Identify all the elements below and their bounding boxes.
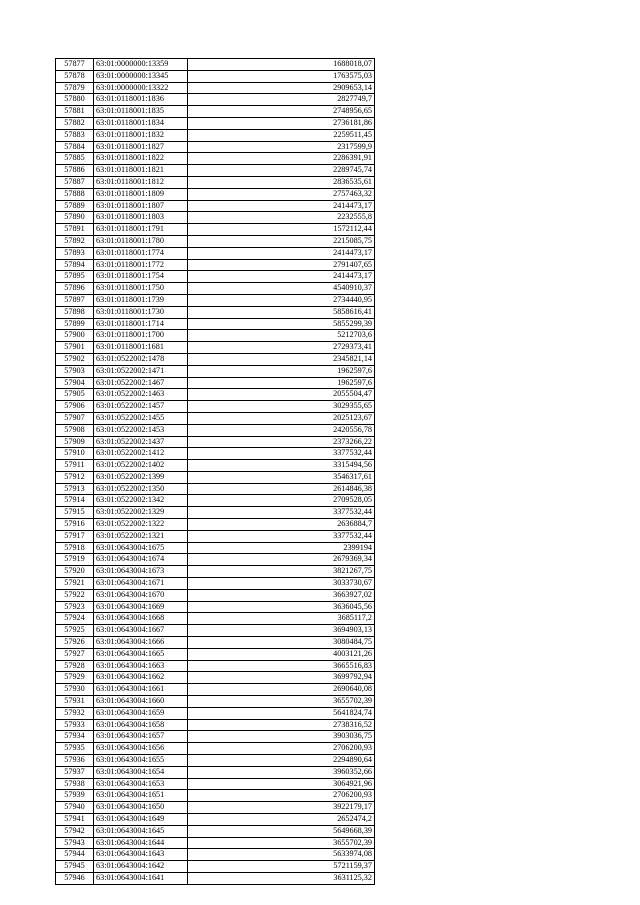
table-row [56,861,375,873]
cadastral-value-cell: 1572112,44 [188,224,375,236]
cadastral-value-cell: 3080484,75 [188,637,375,649]
row-number-cell: 57940 [56,802,94,814]
cadastral-value-cell: 3315494,56 [188,460,375,472]
table-row [56,424,375,436]
cadastral-number-cell: 63:01:0118001:1812 [94,176,188,188]
cadastral-number-cell: 63:01:0522002:1455 [94,412,188,424]
cadastral-value-cell: 3903036,75 [188,731,375,743]
cadastral-value-cell: 2414473,17 [188,247,375,259]
cadastral-number-cell: 63:01:0118001:1821 [94,165,188,177]
cadastral-value-cell: 2294890,64 [188,755,375,767]
cadastral-number-cell: 63:01:0522002:1453 [94,424,188,436]
table-row [56,377,375,389]
cadastral-value-cell: 2679369,34 [188,554,375,566]
cadastral-number-cell: 63:01:0118001:1827 [94,141,188,153]
cadastral-number-cell: 63:01:0522002:1329 [94,507,188,519]
cadastral-value-cell: 3665516,83 [188,660,375,672]
cadastral-value-cell: 2232555,8 [188,212,375,224]
cadastral-value-cell: 5641824,74 [188,707,375,719]
cadastral-value-cell: 2373266,22 [188,436,375,448]
table-row [56,306,375,318]
table-row [56,766,375,778]
cadastral-value-cell: 2748956,65 [188,106,375,118]
cadastral-number-cell: 63:01:0118001:1822 [94,153,188,165]
cadastral-number-cell: 63:01:0522002:1350 [94,483,188,495]
cadastral-number-cell: 63:01:0643004:1673 [94,566,188,578]
row-number-cell: 57929 [56,672,94,684]
cadastral-value-cell: 3699792,94 [188,672,375,684]
cadastral-number-cell: 63:01:0643004:1661 [94,684,188,696]
cadastral-value-cell: 2414473,17 [188,200,375,212]
table-row [56,589,375,601]
cadastral-value-cell: 2709528,05 [188,495,375,507]
cadastral-number-cell: 63:01:0522002:1402 [94,460,188,472]
table-row [56,519,375,531]
cadastral-value-cell: 2729373,41 [188,342,375,354]
row-number-cell: 57879 [56,82,94,94]
cadastral-value-cell: 1962597,6 [188,365,375,377]
row-number-cell: 57902 [56,353,94,365]
cadastral-number-cell: 63:01:0643004:1656 [94,743,188,755]
row-number-cell: 57921 [56,578,94,590]
cadastral-number-cell: 63:01:0118001:1834 [94,117,188,129]
cadastral-number-cell: 63:01:0522002:1437 [94,436,188,448]
row-number-cell: 57877 [56,59,94,71]
cadastral-number-cell: 63:01:0118001:1835 [94,106,188,118]
cadastral-number-cell: 63:01:0000000:13322 [94,82,188,94]
table-row [56,672,375,684]
table-row [56,94,375,106]
row-number-cell: 57891 [56,224,94,236]
cadastral-value-cell: 2836535,61 [188,176,375,188]
cadastral-value-table [55,58,375,885]
table-row [56,247,375,259]
table-row [56,637,375,649]
cadastral-value-cell: 3636045,56 [188,601,375,613]
cadastral-number-cell: 63:01:0118001:1750 [94,283,188,295]
row-number-cell: 57927 [56,648,94,660]
cadastral-value-cell: 2286391,91 [188,153,375,165]
table-row [56,696,375,708]
table-row [56,176,375,188]
row-number-cell: 57890 [56,212,94,224]
cadastral-value-cell: 3960352,66 [188,766,375,778]
cadastral-number-cell: 63:01:0643004:1669 [94,601,188,613]
cadastral-value-cell: 2420556,78 [188,424,375,436]
table-row [56,542,375,554]
table-row [56,153,375,165]
cadastral-number-cell: 63:01:0643004:1671 [94,578,188,590]
table-row [56,401,375,413]
row-number-cell: 57882 [56,117,94,129]
table-row [56,224,375,236]
table-row [56,212,375,224]
cadastral-value-cell: 4003121,26 [188,648,375,660]
row-number-cell: 57916 [56,519,94,531]
row-number-cell: 57935 [56,743,94,755]
cadastral-value-cell: 3655702,39 [188,837,375,849]
cadastral-number-cell: 63:01:0118001:1730 [94,306,188,318]
cadastral-number-cell: 63:01:0522002:1399 [94,471,188,483]
table-row [56,365,375,377]
cadastral-value-cell: 3922179,17 [188,802,375,814]
row-number-cell: 57919 [56,554,94,566]
row-number-cell: 57915 [56,507,94,519]
cadastral-number-cell: 63:01:0118001:1836 [94,94,188,106]
row-number-cell: 57893 [56,247,94,259]
cadastral-number-cell: 63:01:0643004:1650 [94,802,188,814]
table-row [56,165,375,177]
cadastral-number-cell: 63:01:0643004:1643 [94,849,188,861]
table-row [56,82,375,94]
cadastral-value-cell: 2757463,32 [188,188,375,200]
cadastral-number-cell: 63:01:0522002:1457 [94,401,188,413]
table-row [56,802,375,814]
row-number-cell: 57925 [56,625,94,637]
table-row [56,342,375,354]
row-number-cell: 57913 [56,483,94,495]
cadastral-value-cell: 3631125,32 [188,872,375,884]
cadastral-value-cell: 1962597,6 [188,377,375,389]
cadastral-value-cell: 2414473,17 [188,271,375,283]
cadastral-number-cell: 63:01:0643004:1655 [94,755,188,767]
row-number-cell: 57924 [56,613,94,625]
cadastral-number-cell: 63:01:0522002:1471 [94,365,188,377]
row-number-cell: 57914 [56,495,94,507]
table-row [56,70,375,82]
cadastral-number-cell: 63:01:0643004:1675 [94,542,188,554]
cadastral-value-cell: 3685117,2 [188,613,375,625]
cadastral-value-cell: 2909653,14 [188,82,375,94]
cadastral-number-cell: 63:01:0118001:1700 [94,330,188,342]
cadastral-number-cell: 63:01:0118001:1807 [94,200,188,212]
row-number-cell: 57938 [56,778,94,790]
cadastral-number-cell: 63:01:0643004:1641 [94,872,188,884]
table-row [56,460,375,472]
cadastral-value-cell: 2636884,7 [188,519,375,531]
table-row [56,283,375,295]
table-row [56,554,375,566]
cadastral-number-cell: 63:01:0643004:1660 [94,696,188,708]
row-number-cell: 57900 [56,330,94,342]
table-row [56,778,375,790]
cadastral-number-cell: 63:01:0643004:1654 [94,766,188,778]
table-row [56,872,375,884]
cadastral-value-cell: 2317599,9 [188,141,375,153]
cadastral-number-cell: 63:01:0118001:1772 [94,259,188,271]
cadastral-number-cell: 63:01:0000000:13359 [94,59,188,71]
cadastral-number-cell: 63:01:0643004:1674 [94,554,188,566]
cadastral-value-cell: 2025123,67 [188,412,375,424]
cadastral-number-cell: 63:01:0643004:1666 [94,637,188,649]
table-row [56,106,375,118]
row-number-cell: 57884 [56,141,94,153]
cadastral-number-cell: 63:01:0643004:1662 [94,672,188,684]
table-row [56,495,375,507]
cadastral-number-cell: 63:01:0000000:13345 [94,70,188,82]
table-row [56,200,375,212]
table-row [56,684,375,696]
row-number-cell: 57912 [56,471,94,483]
cadastral-value-cell: 2690640,08 [188,684,375,696]
cadastral-value-cell: 1688018,07 [188,59,375,71]
cadastral-number-cell: 63:01:0643004:1668 [94,613,188,625]
cadastral-number-cell: 63:01:0118001:1754 [94,271,188,283]
row-number-cell: 57923 [56,601,94,613]
cadastral-value-cell: 2827749,7 [188,94,375,106]
cadastral-number-cell: 63:01:0522002:1478 [94,353,188,365]
table-row [56,318,375,330]
row-number-cell: 57945 [56,861,94,873]
cadastral-number-cell: 63:01:0643004:1649 [94,814,188,826]
cadastral-number-cell: 63:01:0522002:1322 [94,519,188,531]
row-number-cell: 57908 [56,424,94,436]
row-number-cell: 57934 [56,731,94,743]
row-number-cell: 57895 [56,271,94,283]
table-row [56,235,375,247]
table-row [56,613,375,625]
table-row [56,849,375,861]
row-number-cell: 57881 [56,106,94,118]
table-row [56,707,375,719]
table-row [56,743,375,755]
cadastral-value-cell: 3377532,44 [188,507,375,519]
row-number-cell: 57911 [56,460,94,472]
cadastral-number-cell: 63:01:0118001:1809 [94,188,188,200]
row-number-cell: 57887 [56,176,94,188]
row-number-cell: 57937 [56,766,94,778]
document-page [55,58,375,885]
table-row [56,353,375,365]
row-number-cell: 57889 [56,200,94,212]
cadastral-value-cell: 5858616,41 [188,306,375,318]
row-number-cell: 57903 [56,365,94,377]
table-row [56,530,375,542]
cadastral-number-cell: 63:01:0643004:1667 [94,625,188,637]
row-number-cell: 57943 [56,837,94,849]
row-number-cell: 57928 [56,660,94,672]
cadastral-value-cell: 3377532,44 [188,448,375,460]
cadastral-number-cell: 63:01:0522002:1467 [94,377,188,389]
table-row [56,578,375,590]
cadastral-number-cell: 63:01:0643004:1658 [94,719,188,731]
cadastral-number-cell: 63:01:0118001:1739 [94,294,188,306]
table-row [56,625,375,637]
row-number-cell: 57909 [56,436,94,448]
row-number-cell: 57886 [56,165,94,177]
table-row [56,141,375,153]
cadastral-number-cell: 63:01:0643004:1663 [94,660,188,672]
row-number-cell: 57898 [56,306,94,318]
table-row [56,448,375,460]
row-number-cell: 57931 [56,696,94,708]
cadastral-value-cell: 2652474,2 [188,814,375,826]
row-number-cell: 57918 [56,542,94,554]
cadastral-number-cell: 63:01:0118001:1780 [94,235,188,247]
row-number-cell: 57930 [56,684,94,696]
table-row [56,129,375,141]
row-number-cell: 57932 [56,707,94,719]
row-number-cell: 57901 [56,342,94,354]
cadastral-value-cell: 3821267,75 [188,566,375,578]
row-number-cell: 57896 [56,283,94,295]
row-number-cell: 57922 [56,589,94,601]
row-number-cell: 57917 [56,530,94,542]
cadastral-value-cell: 3694903,13 [188,625,375,637]
row-number-cell: 57920 [56,566,94,578]
cadastral-value-cell: 2738316,52 [188,719,375,731]
cadastral-value-cell: 2259511,45 [188,129,375,141]
cadastral-value-cell: 5855299,39 [188,318,375,330]
cadastral-value-cell: 2706200,93 [188,743,375,755]
row-number-cell: 57936 [56,755,94,767]
cadastral-number-cell: 63:01:0118001:1832 [94,129,188,141]
row-number-cell: 57933 [56,719,94,731]
cadastral-number-cell: 63:01:0643004:1653 [94,778,188,790]
table-row [56,648,375,660]
table-row [56,601,375,613]
cadastral-number-cell: 63:01:0643004:1645 [94,825,188,837]
row-number-cell: 57894 [56,259,94,271]
row-number-cell: 57880 [56,94,94,106]
table-row [56,471,375,483]
cadastral-value-cell: 4540910,37 [188,283,375,295]
row-number-cell: 57897 [56,294,94,306]
table-row [56,271,375,283]
row-number-cell: 57907 [56,412,94,424]
cadastral-value-cell: 2345821,14 [188,353,375,365]
cadastral-value-cell: 2399194 [188,542,375,554]
table-row [56,731,375,743]
cadastral-number-cell: 63:01:0118001:1774 [94,247,188,259]
table-row [56,59,375,71]
cadastral-number-cell: 63:01:0118001:1714 [94,318,188,330]
cadastral-number-cell: 63:01:0118001:1791 [94,224,188,236]
cadastral-value-cell: 3064921,96 [188,778,375,790]
cadastral-number-cell: 63:01:0643004:1651 [94,790,188,802]
cadastral-value-cell: 3377532,44 [188,530,375,542]
cadastral-value-cell: 3663927,02 [188,589,375,601]
row-number-cell: 57910 [56,448,94,460]
table-row [56,660,375,672]
row-number-cell: 57888 [56,188,94,200]
cadastral-number-cell: 63:01:0118001:1803 [94,212,188,224]
cadastral-number-cell: 63:01:0118001:1681 [94,342,188,354]
cadastral-number-cell: 63:01:0643004:1665 [94,648,188,660]
cadastral-value-cell: 2706200,93 [188,790,375,802]
cadastral-value-cell: 3546317,61 [188,471,375,483]
cadastral-value-cell: 5649668,39 [188,825,375,837]
cadastral-value-cell: 2791407,65 [188,259,375,271]
cadastral-number-cell: 63:01:0643004:1644 [94,837,188,849]
row-number-cell: 57946 [56,872,94,884]
row-number-cell: 57905 [56,389,94,401]
cadastral-number-cell: 63:01:0522002:1342 [94,495,188,507]
row-number-cell: 57926 [56,637,94,649]
table-row [56,755,375,767]
table-row [56,259,375,271]
row-number-cell: 57904 [56,377,94,389]
table-row [56,790,375,802]
cadastral-value-cell: 2736181,86 [188,117,375,129]
cadastral-value-cell: 1763575,03 [188,70,375,82]
table-row [56,294,375,306]
cadastral-number-cell: 63:01:0643004:1670 [94,589,188,601]
cadastral-number-cell: 63:01:0522002:1321 [94,530,188,542]
cadastral-value-cell: 3655702,39 [188,696,375,708]
cadastral-number-cell: 63:01:0522002:1412 [94,448,188,460]
table-row [56,389,375,401]
table-row [56,507,375,519]
cadastral-value-cell: 2289745,74 [188,165,375,177]
cadastral-value-cell: 2614846,38 [188,483,375,495]
table-row [56,330,375,342]
cadastral-number-cell: 63:01:0643004:1657 [94,731,188,743]
row-number-cell: 57942 [56,825,94,837]
cadastral-value-cell: 5212703,6 [188,330,375,342]
table-row [56,719,375,731]
row-number-cell: 57906 [56,401,94,413]
cadastral-value-cell: 5721159,37 [188,861,375,873]
cadastral-value-cell: 5633974,08 [188,849,375,861]
row-number-cell: 57885 [56,153,94,165]
table-row [56,825,375,837]
cadastral-value-cell: 3029355,65 [188,401,375,413]
cadastral-value-cell: 3033730,67 [188,578,375,590]
row-number-cell: 57883 [56,129,94,141]
table-row [56,412,375,424]
row-number-cell: 57944 [56,849,94,861]
cadastral-number-cell: 63:01:0643004:1642 [94,861,188,873]
table-row [56,483,375,495]
cadastral-value-cell: 2215085,75 [188,235,375,247]
row-number-cell: 57939 [56,790,94,802]
row-number-cell: 57899 [56,318,94,330]
table-row [56,566,375,578]
table-body [56,59,375,885]
table-row [56,814,375,826]
row-number-cell: 57878 [56,70,94,82]
cadastral-number-cell: 63:01:0522002:1463 [94,389,188,401]
table-row [56,188,375,200]
table-row [56,117,375,129]
cadastral-number-cell: 63:01:0643004:1659 [94,707,188,719]
table-row [56,436,375,448]
cadastral-value-cell: 2055504,47 [188,389,375,401]
table-row [56,837,375,849]
cadastral-value-cell: 2734440,95 [188,294,375,306]
row-number-cell: 57941 [56,814,94,826]
row-number-cell: 57892 [56,235,94,247]
